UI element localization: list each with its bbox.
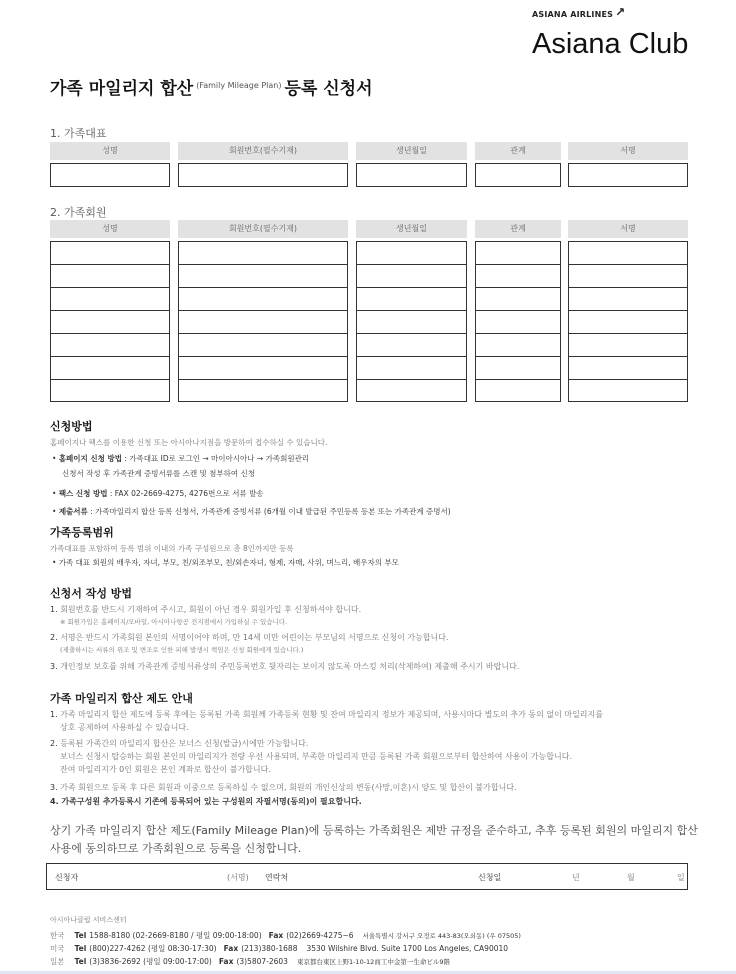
representative-input-cell[interactable] [178,163,348,187]
member-input-cell[interactable] [178,333,348,356]
item-number: 2. [50,739,58,748]
method-heading: 신청방법 [50,420,93,433]
howto-heading: 신청서 작성 방법 [50,587,133,600]
column-header: 생년월일 [356,220,467,238]
member-input-cell[interactable] [356,356,467,379]
item-number: 4. [50,797,59,806]
howto-item-text: 개인정보 보호를 위해 가족관계 증빙서류상의 주민등록번호 뒷자리는 보이지 않도록 마스킹 처리(삭제하여) 제출해 주시기 바랍니다. [60,662,520,671]
column-header: 생년월일 [356,142,467,160]
member-input-cell[interactable] [568,333,688,356]
member-input-cell[interactable] [356,264,467,287]
howto-item-text: 서명은 반드시 가족회원 본인의 서명이어야 하며, 만 14세 미만 어린이는 부모님의 서명으로 신청이 가능합니다. [60,633,449,642]
date-label: 신청일 [478,873,502,882]
guide-item-text: 가족구성원 추가등록시 기존에 등록되어 있는 구성원의 자필서명(동의)이 필요합니다. [61,797,362,806]
member-input-cell[interactable] [178,241,348,264]
airline-arrow-icon: ↗ [615,5,626,19]
fax-number: (02)2669-4275~6 [286,931,354,940]
howto-item-text: 회원번호를 반드시 기재하여 주시고, 회원이 아닌 경우 회원가입 후 신청하셔야 합니다. [60,605,362,614]
sign-label: (서명) [227,873,249,882]
representative-input-cell[interactable] [568,163,688,187]
day-label: 일 [677,873,685,882]
fax-number: (213)380-1688 [241,944,298,953]
guide-item-text: 가족 회원으로 등록 후 다른 회원과 이중으로 등록하실 수 없으며, 회원의 개인신상의 변동(사망,이혼)시 양도 및 합산이 불가합니다. [60,783,517,792]
representative-input-cell[interactable] [356,163,467,187]
address: 서울특별시 강서구 오정로 443-83(오쇠동) (우 07505) [362,932,521,940]
tel-number: (800)227-4262 (평일 08:30-17:30) [89,944,217,953]
bullet: • [52,489,59,498]
method-item [52,453,309,464]
consent-statement: 상기 가족 마일리지 합산 제도(Family Mileage Plan)에 등록하는 가족회원은 제반 규정을 준수하고, 추후 등록된 회원의 마일리지 합산 사용에 동의하므로 가족회원으로 등록을 신청합니다. [50,824,698,855]
member-input-cell[interactable] [50,356,170,379]
member-input-cell[interactable] [50,264,170,287]
scope-item [52,557,399,568]
member-input-cell[interactable] [568,356,688,379]
tel-label: Tel [74,931,87,940]
member-input-cell[interactable] [356,241,467,264]
scope-heading: 가족등록범위 [50,526,114,539]
method-item-text: : 가족대표 ID로 로그인 → 마이아시아나 → 가족회원관리 [122,454,310,463]
member-input-cell[interactable] [178,264,348,287]
method-item-label: 제출서류 [58,507,88,516]
column-header: 성명 [50,142,170,160]
member-input-cell[interactable] [568,310,688,333]
guide-item-line [50,764,271,775]
member-input-cell[interactable] [568,287,688,310]
title-sub: (Family Mileage Plan) [196,81,282,90]
guide-heading: 가족 마일리지 합산 제도 안내 [50,692,193,705]
footer-contact-row [50,930,521,941]
member-input-cell[interactable] [356,379,467,402]
member-input-cell[interactable] [475,264,561,287]
tel-number: (3)3836-2692 (평일 09:00-17:00) [89,957,212,966]
footer-contact-row [50,943,508,954]
guide-item-text: 등록된 가족간의 마일리지 합산은 보너스 신청(발급)시에만 가능합니다. [60,739,309,748]
month-label: 월 [627,873,635,882]
airline-logo [532,5,626,20]
guide-item-text: 보너스 신청시 탑승하는 회원 본인의 마일리지가 전량 우선 사용되며, 부족한 마일리지 만큼 등록된 가족 회원으로부터 합산하여 사용이 가능합니다. [60,752,572,761]
howto-item [50,661,519,672]
method-item-label: 홈페이지 신청 방법 [58,454,122,463]
guide-item-text: 상호 공제하여 사용하실 수 있습니다. [60,723,189,732]
applicant-label: 신청자 [55,873,79,882]
tel-label: Tel [74,957,87,966]
tel-label: Tel [74,944,87,953]
guide-item-line [50,796,362,807]
member-input-cell[interactable] [50,310,170,333]
representative-input-cell[interactable] [475,163,561,187]
page-title [50,74,373,99]
member-input-cell[interactable] [475,241,561,264]
column-header: 회원번호(필수기재) [178,142,348,160]
item-number [50,765,60,774]
address: 3530 Wilshire Blvd. Suite 1700 Los Angeles, CA90010 [306,944,509,953]
guide-item-line [50,782,517,793]
country-label: 미국 [50,944,65,953]
method-item-continued: 신청서 작성 후 가족관계 증빙서류를 스캔 및 첨부하여 신청 [62,469,255,478]
member-input-cell[interactable] [475,310,561,333]
country-label: 한국 [50,931,65,940]
member-input-cell[interactable] [50,379,170,402]
member-input-cell[interactable] [178,356,348,379]
member-input-cell[interactable] [475,287,561,310]
member-input-cell[interactable] [178,310,348,333]
column-header: 성명 [50,220,170,238]
column-header: 서명 [568,220,688,238]
year-label: 년 [572,873,580,882]
item-number: 3. [50,662,58,671]
item-number [50,723,60,732]
howto-item [50,604,361,615]
address: 東京都台東区上野1-10-12商工中金第一生命ビル9階 [296,958,450,966]
tel-number: 1588-8180 (02-2669-8180 / 평일 09:00-18:00) [89,931,262,940]
member-input-cell[interactable] [568,241,688,264]
member-input-cell[interactable] [356,287,467,310]
member-input-cell[interactable] [475,356,561,379]
member-input-cell[interactable] [50,241,170,264]
item-number [50,752,60,761]
title-main: 가족 마일리지 합산 [50,79,194,99]
method-item [52,506,451,517]
fax-label: Fax [218,957,234,966]
representative-input-cell[interactable] [50,163,170,187]
fax-label: Fax [223,944,239,953]
section-representative-label: 1. 가족대표 [50,127,107,140]
bullet: • [52,507,59,516]
item-number: 3. [50,783,58,792]
member-input-cell[interactable] [475,379,561,402]
fax-number: (3)5807-2603 [236,957,288,966]
howto-item-note: (제출하시는 서류의 위조 및 변조로 인한 피해 발생시 책임은 신청 회원에게 있습니다.) [60,646,304,654]
column-header: 관계 [475,142,561,160]
member-input-cell[interactable] [50,287,170,310]
signature-box [46,863,688,890]
method-item-text: : FAX 02-2669-4275, 4276번으로 서류 발송 [107,489,264,498]
method-intro: 홈페이지나 팩스를 이용한 신청 또는 아시아나지점을 방문하여 접수하실 수 있습니다. [50,438,328,447]
guide-item-text: 잔여 마일리지가 0인 회원은 본인 계좌로 합산이 불가합니다. [60,765,271,774]
title-tail: 등록 신청서 [284,79,373,99]
bullet: • [52,558,59,567]
country-label: 일본 [50,957,65,966]
guide-item-line [50,722,189,733]
item-number: 1. [50,710,58,719]
member-input-cell[interactable] [475,333,561,356]
member-input-cell[interactable] [50,333,170,356]
item-number: 1. [50,605,58,614]
member-input-cell[interactable] [356,333,467,356]
member-input-cell[interactable] [568,264,688,287]
bullet: • [52,454,59,463]
scope-intro: 가족대표를 포함하여 등록 범위 이내의 가족 구성원으로 총 8인까지만 등록 [50,544,294,553]
howto-item-note: ※ 회원가입은 홈페이지/모바일, 아시아나항공 전지점에서 가입하실 수 있습니다. [60,618,288,626]
member-input-cell[interactable] [178,287,348,310]
method-item-label: 팩스 신청 방법 [58,489,108,498]
member-input-cell[interactable] [178,379,348,402]
section-members-label: 2. 가족회원 [50,206,107,219]
column-header: 회원번호(필수기재) [178,220,348,238]
howto-item [50,632,449,643]
method-item-text: : 가족마일리지 합산 등록 신청서, 가족관계 증빙서류 (6개월 이내 발급된 주민등록 등본 또는 가족관계 증명서) [87,507,451,516]
guide-item-text: 가족 마일리지 합산 제도에 등록 후에는 등록된 가족 회원께 가족등록 현황 및 잔여 마일리지 정보가 제공되며, 사용시마다 별도의 추가 동의 없이 마일리지를 [60,710,603,719]
guide-item-line [50,738,308,749]
member-input-cell[interactable] [568,379,688,402]
column-header: 관계 [475,220,561,238]
scope-item-text: 가족 대표 회원의 배우자, 자녀, 부모, 친/외조부모, 친/외손자녀, 형제, 자매, 사위, 며느리, 배우자의 부모 [58,558,399,567]
fax-label: Fax [268,931,284,940]
contact-label: 연락처 [265,873,289,882]
item-number: 2. [50,633,58,642]
column-header: 서명 [568,142,688,160]
footer-contact-row [50,956,450,967]
club-logo: Asiana Club [532,28,689,60]
airline-logo-text: ASIANA AIRLINES [532,10,614,19]
service-center-label: 아시아나클럽 서비스센터 [50,916,127,924]
method-item [52,488,264,499]
guide-item-line [50,751,572,762]
member-input-cell[interactable] [356,310,467,333]
guide-item-line [50,709,603,720]
